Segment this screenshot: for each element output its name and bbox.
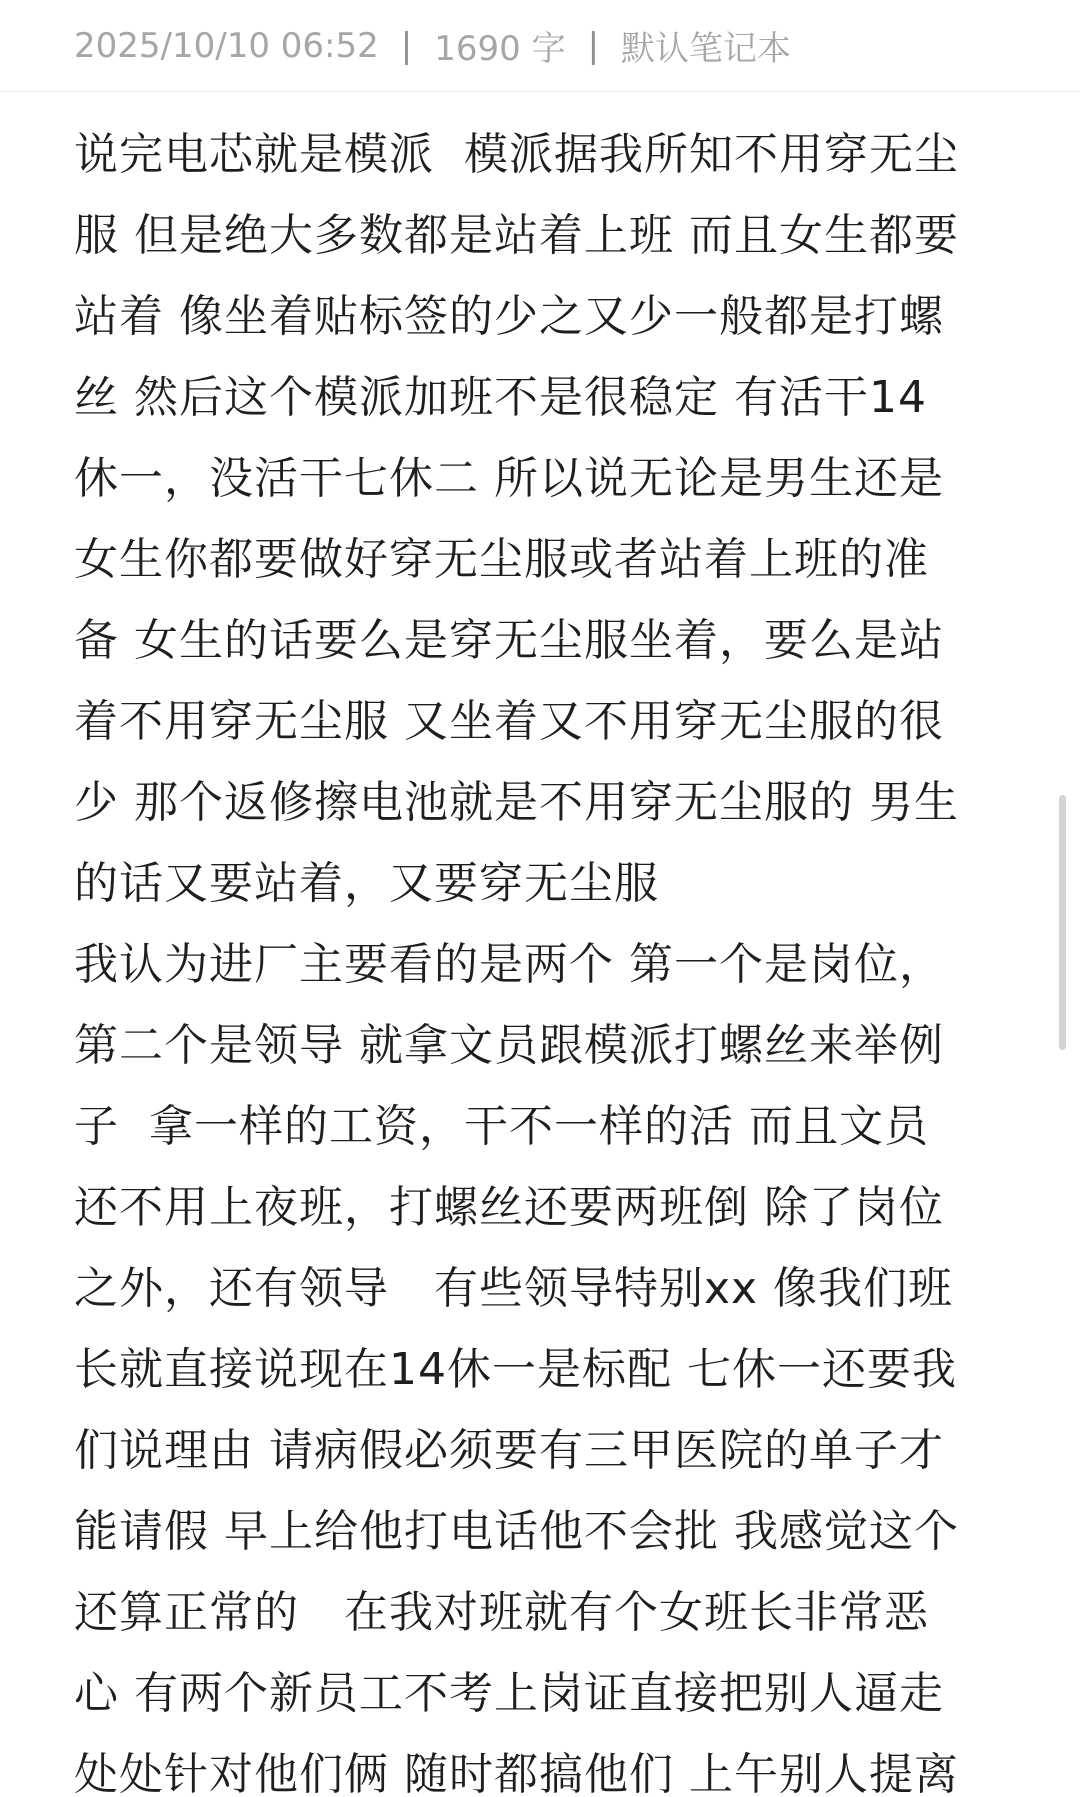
note-text-line: 心 有两个新员工不考上岗证直接把别人逼走 [74,1668,944,1719]
note-text-line: 丝 然后这个模派加班不是很稳定 有活干14 [74,372,927,423]
note-text-line: 休一，没活干七休二 所以说无论是男生还是 [74,453,944,504]
note-text-line: 能请假 早上给他打电话他不会批 我感觉这个 [74,1506,959,1557]
note-text-line: 女生你都要做好穿无尘服或者站着上班的准 [74,534,929,585]
note-text-line: 长就直接说现在14休一是标配 七休一还要我 [74,1344,957,1395]
note-text-line: 子 拿一样的工资，干不一样的活 而且文员 [74,1101,929,1152]
note-text-line: 的话又要站着，又要穿无尘服 [74,858,659,909]
note-text-line: 服 但是绝大多数都是站着上班 而且女生都要 [74,210,959,261]
note-text-line: 说完电芯就是模派 模派据我所知不用穿无尘 [74,129,959,180]
note-meta-bar [0,0,1080,92]
note-text-line: 第二个是领导 就拿文员跟模派打螺丝来举例 [74,1020,944,1071]
note-text-line: 着不用穿无尘服 又坐着又不用穿无尘服的很 [74,696,944,747]
meta-separator: | [587,25,600,66]
note-text-line: 备 女生的话要么是穿无尘服坐着，要么是站 [74,615,944,666]
note-text-line: 还不用上夜班，打螺丝还要两班倒 除了岗位 [74,1182,944,1233]
note-text-line: 处处针对他们俩 随时都搞他们 上午别人提离 [74,1749,959,1797]
note-text-line: 还算正常的 在我对班就有个女班长非常恶 [74,1587,929,1638]
note-datetime: 2025/10/10 06:52 [74,25,379,66]
notebook-name[interactable]: 默认笔记本 [621,29,792,69]
note-word-count: 1690 字 [434,29,566,69]
scrollbar-thumb[interactable] [1059,795,1066,1050]
note-text-line: 之外，还有领导 有些领导特别xx 像我们班 [74,1263,954,1314]
note-content[interactable] [74,114,1014,1797]
note-text-line: 少 那个返修擦电池就是不用穿无尘服的 男生 [74,777,959,828]
note-text-line: 站着 像坐着贴标签的少之又少一般都是打螺 [74,291,944,342]
meta-separator: | [400,25,413,66]
note-text-line: 我认为进厂主要看的是两个 第一个是岗位， [74,939,944,990]
note-text-line: 们说理由 请病假必须要有三甲医院的单子才 [74,1425,944,1476]
